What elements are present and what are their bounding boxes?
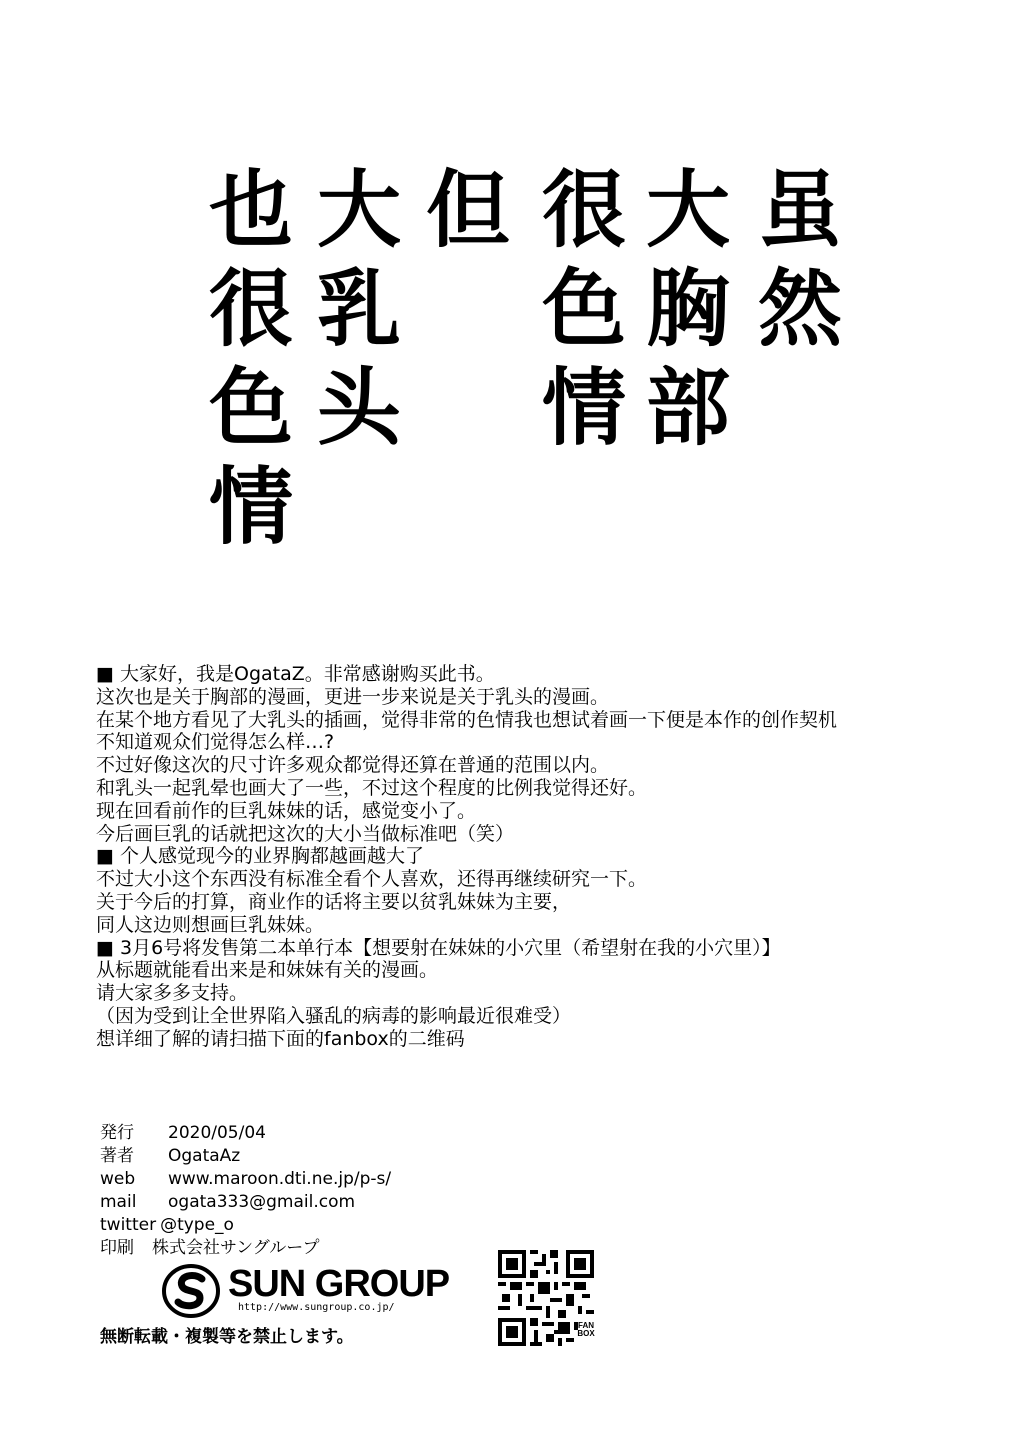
title-char: 情	[541, 359, 626, 457]
title-char: 大	[316, 161, 401, 259]
logo-url: http://www.sungroup.co.jp/	[238, 1302, 395, 1313]
colophon-label: 発行	[100, 1123, 134, 1143]
text-line: 关于今后的打算，商业作的话将主要以贫乳妹妹为主要，	[96, 890, 572, 913]
colophon-row	[100, 1168, 391, 1191]
text-line: ■ 个人感觉现今的业界胸都越画越大了	[96, 845, 424, 868]
text-line: 这次也是关于胸部的漫画，更进一步来说是关于乳头的漫画。	[96, 685, 610, 708]
sun-group-logo	[162, 1262, 462, 1320]
text-line: 和乳头一起乳晕也画大了一些，不过这个程度的比例我觉得还好。	[96, 776, 648, 799]
sun-group-mark-icon	[162, 1262, 220, 1320]
colophon-value: 株式会社サングループ	[152, 1238, 320, 1258]
text-line: 在某个地方看见了大乳头的插画，觉得非常的色情我也想试着画一下便是本作的创作契机	[96, 708, 838, 731]
fanbox-label	[576, 1322, 596, 1338]
title-char: 也	[208, 161, 293, 259]
title-char: 乳	[316, 260, 401, 358]
title-char: 情	[208, 458, 293, 556]
text-line: 不过好像这次的尺寸许多观众都觉得还算在普通的范围以内。	[96, 754, 610, 777]
text-line: 今后画巨乳的话就把这次的大小当做标准吧（笑）	[96, 822, 515, 845]
colophon	[100, 1122, 391, 1260]
title-char: 很	[541, 161, 626, 259]
title-char: 胸	[645, 260, 730, 358]
colophon-label: 著者	[100, 1146, 134, 1166]
colophon-row	[100, 1214, 391, 1237]
colophon-label: 印刷	[100, 1238, 134, 1258]
fanbox-label-line: BOX	[577, 1329, 595, 1338]
fanbox-label-line: FAN	[578, 1321, 594, 1330]
text-line: ■ 大家好，我是OgataZ。非常感谢购买此书。	[96, 663, 495, 685]
title-char: 大	[645, 161, 730, 259]
colophon-value: 2020/05/04	[168, 1123, 266, 1143]
colophon-value: ogata333@gmail.com	[168, 1192, 356, 1212]
colophon-row	[100, 1191, 391, 1214]
text-line: 现在回看前作的巨乳妹妹的话，感觉变小了。	[96, 799, 477, 822]
colophon-value: @type_o	[160, 1215, 234, 1235]
colophon-label: mail	[100, 1192, 137, 1212]
text-line: ■ 3月6号将发售第二本单行本【想要射在妹妹的小穴里（希望射在我的小穴里）】	[96, 936, 781, 959]
colophon-row	[100, 1237, 391, 1260]
colophon-row	[100, 1145, 391, 1168]
title-char: 虽	[757, 161, 842, 259]
title-char: 部	[645, 359, 730, 457]
colophon-label: web	[100, 1169, 136, 1189]
afterword-text	[96, 663, 1026, 1051]
copyright-notice: 無断転載・複製等を禁止します。	[100, 1327, 354, 1347]
title-char: 头	[316, 359, 401, 457]
logo-name: SUN GROUP	[228, 1263, 450, 1305]
text-line: 不知道观众们觉得怎么样…?	[96, 731, 335, 754]
colophon-label: twitter	[100, 1215, 157, 1235]
colophon-value: OgataAz	[168, 1146, 241, 1166]
text-line: 不过大小这个东西没有标准全看个人喜欢，还得再继续研究一下。	[96, 868, 648, 891]
text-line: 请大家多多支持。	[96, 982, 249, 1005]
title-char: 色	[208, 359, 293, 457]
text-line: （因为受到让全世界陷入骚乱的病毒的影响最近很难受）	[96, 1004, 572, 1027]
text-line: 想详细了解的请扫描下面的fanbox的二维码	[96, 1027, 465, 1050]
colophon-row	[100, 1122, 391, 1145]
text-line: 同人这边则想画巨乳妹妹。	[96, 913, 325, 936]
text-line: 从标题就能看出来是和妹妹有关的漫画。	[96, 959, 439, 982]
title-char: 然	[757, 260, 842, 358]
title-char: 色	[541, 260, 626, 358]
title-char: 很	[208, 260, 293, 358]
title-char: 但	[425, 161, 510, 259]
colophon-value: www.maroon.dti.ne.jp/p-s/	[168, 1169, 392, 1189]
